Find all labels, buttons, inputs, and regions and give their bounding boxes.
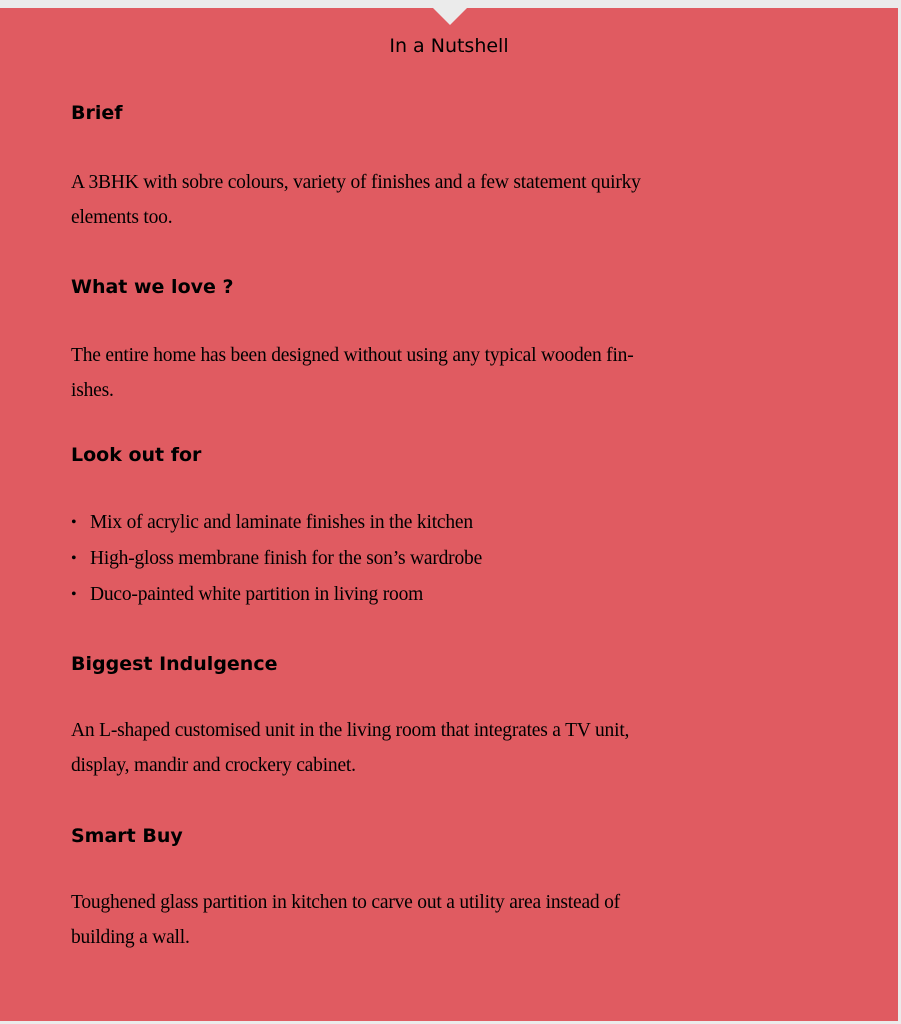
love-line: The entire home has been designed without using any typical wooden fin- [71, 345, 634, 366]
bullet-icon: • [71, 586, 77, 603]
smartbuy-line: building a wall. [71, 927, 190, 948]
card-title: In a Nutshell [389, 35, 509, 57]
heading-what-we-love: What we love ? [71, 276, 234, 298]
brief-text [71, 165, 851, 235]
indulgence-line: An L-shaped customised unit in the living room that integrates a TV unit, [71, 720, 630, 741]
lookout-list [71, 505, 482, 613]
list-item-text: Mix of acrylic and laminate finishes in the kitchen [90, 512, 473, 533]
list-item [71, 505, 482, 541]
smartbuy-line: Toughened glass partition in kitchen to carve out a utility area instead of [71, 892, 620, 913]
heading-biggest-indulgence: Biggest Indulgence [71, 653, 278, 675]
heading-look-out-for: Look out for [71, 444, 202, 466]
list-item-text: High-gloss membrane finish for the son’s wardrobe [90, 548, 483, 569]
bullet-icon: • [71, 550, 77, 567]
smartbuy-text [71, 885, 851, 955]
list-item-text: Duco-painted white partition in living room [90, 584, 424, 605]
indulgence-text [71, 713, 851, 783]
list-item [71, 541, 482, 577]
love-text [71, 338, 851, 408]
heading-brief: Brief [71, 102, 123, 124]
bullet-icon: • [71, 514, 77, 531]
indulgence-line: display, mandir and crockery cabinet. [71, 755, 356, 776]
heading-smart-buy: Smart Buy [71, 825, 183, 847]
brief-line: A 3BHK with sobre colours, variety of finishes and a few statement quirky [71, 172, 641, 193]
love-line: ishes. [71, 380, 114, 401]
list-item [71, 577, 482, 613]
pointer-notch [433, 8, 467, 25]
brief-line: elements too. [71, 207, 173, 228]
